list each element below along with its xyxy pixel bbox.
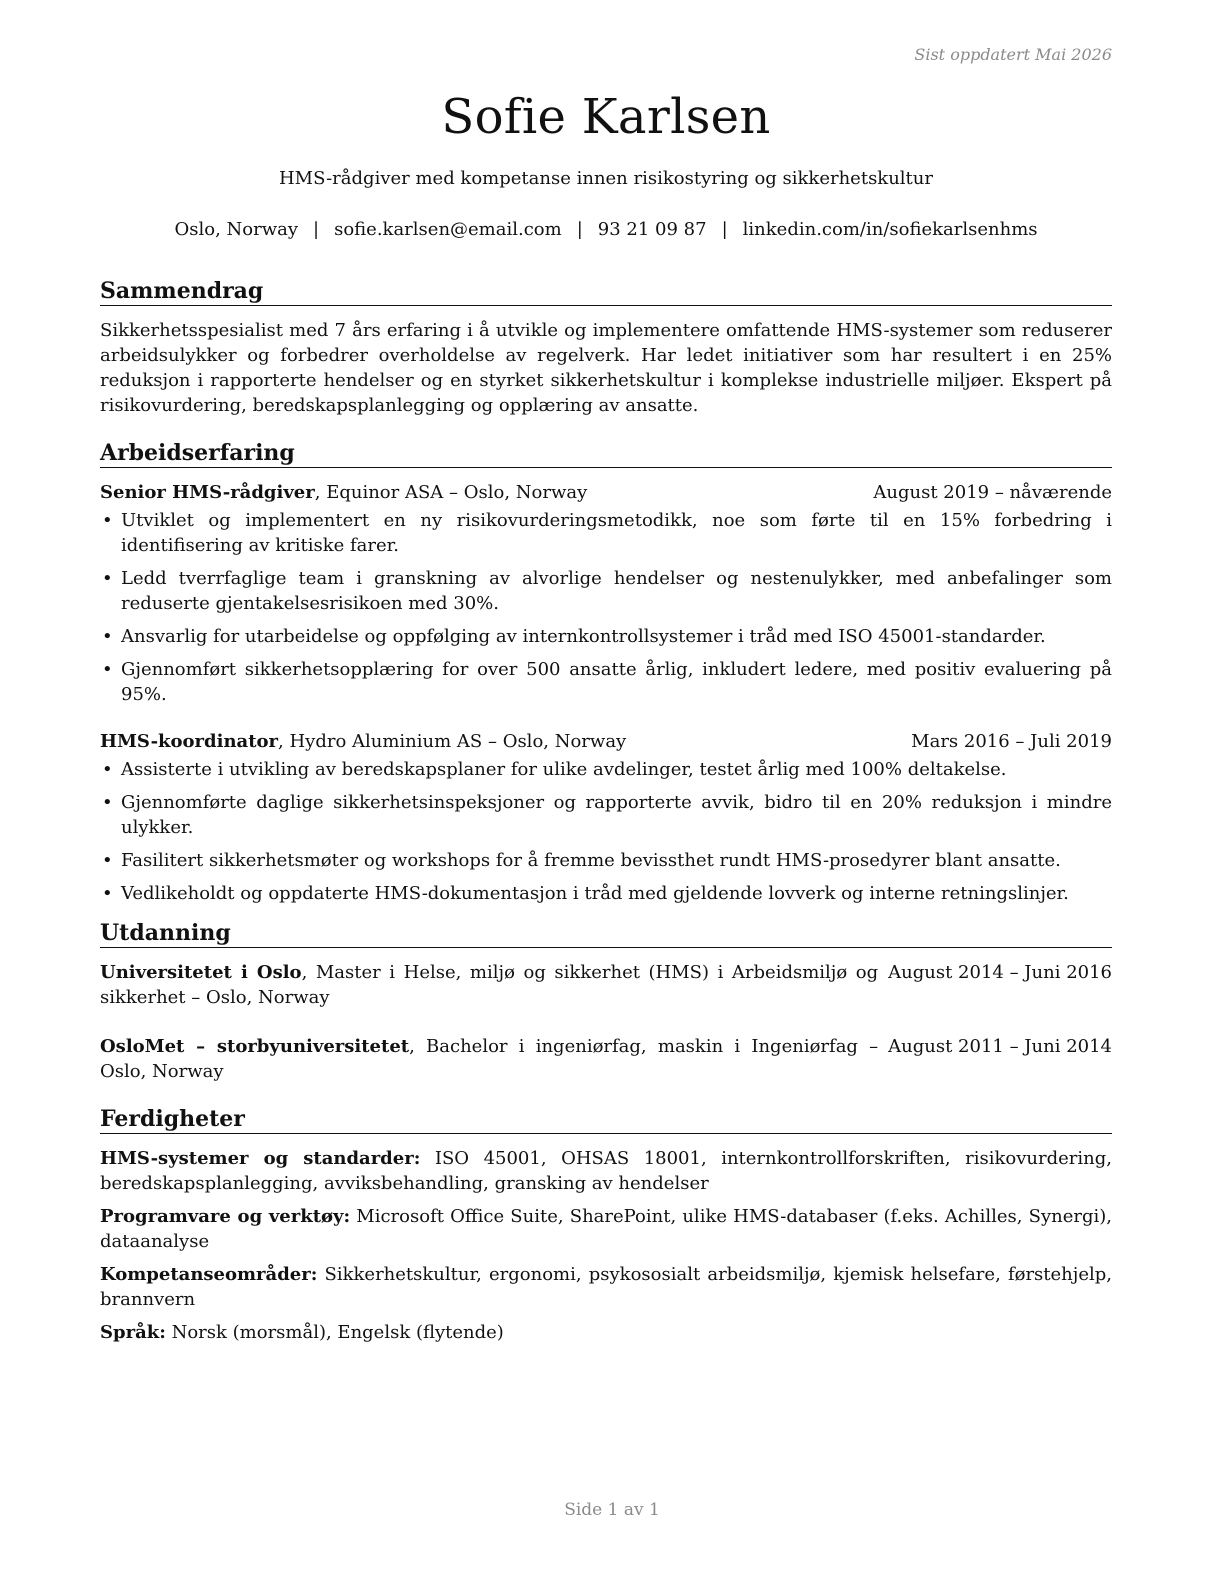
skill-line <box>100 1262 1112 1312</box>
separator: | <box>576 219 583 240</box>
last-updated: Sist oppdatert Mai 2026 <box>914 45 1112 64</box>
education-dates: August 2014 – Juni 2016 <box>888 962 1112 983</box>
bullet-item: • Vedlikeholdt og oppdaterte HMS-dokumentasjon i tråd med gjeldende lovverk og interne retningslinjer. <box>100 881 1112 906</box>
bullet-item: • Assisterte i utvikling av beredskapsplaner for ulike avdelinger, testet årlig med 100% deltakelse. <box>100 757 1112 782</box>
contact-email[interactable]: sofie.karlsen@email.com <box>334 219 562 240</box>
section-title-skills: Ferdigheter <box>100 1106 1112 1134</box>
skill-line <box>100 1320 1112 1345</box>
job-entry <box>100 480 1112 707</box>
job-dates: August 2019 – nåværende <box>873 482 1112 503</box>
skill-label: Programvare og verktøy: <box>100 1206 351 1227</box>
bullet-item: • Gjennomførte daglige sikkerhetsinspeksjoner og rapporterte avvik, bidro til en 20% reduksjon i mindre ulykker. <box>100 790 1112 840</box>
contact-line <box>100 219 1112 240</box>
job-dates: Mars 2016 – Juli 2019 <box>911 731 1112 752</box>
contact-location: Oslo, Norway <box>174 219 299 240</box>
job-role: Senior HMS-rådgiver <box>100 482 315 503</box>
contact-linkedin[interactable]: linkedin.com/in/sofiekarlsenhms <box>742 219 1038 240</box>
bullet-item: • Utviklet og implementert en ny risikovurderingsmetodikk, noe som førte til en 15% forbedring i identifisering av kritiske farer. <box>100 508 1112 558</box>
skill-line <box>100 1146 1112 1196</box>
candidate-name: Sofie Karlsen <box>441 89 771 145</box>
contact-phone: 93 21 09 87 <box>597 219 707 240</box>
education-school: Universitetet i Oslo <box>100 962 302 983</box>
bullet-item: • Ledd tverrfaglige team i granskning av alvorlige hendelser og nestenulykker, med anbefalinger som reduserte gjentakelsesrisikoen med 30%. <box>100 566 1112 616</box>
skill-text: ISO 45001, OHSAS 18001, internkontrollforskriften, risikovurdering, beredskapsplanlegging, avviksbehandling, gransking av hendelser <box>100 1148 1112 1194</box>
tagline: HMS-rådgiver med kompetanse innen risikostyring og sikkerhetskultur <box>278 168 933 189</box>
separator: | <box>721 219 728 240</box>
skill-label: Språk: <box>100 1322 166 1343</box>
bullet-item: • Gjennomført sikkerhetsopplæring for over 500 ansatte årlig, inkludert ledere, med positiv evaluering på 95%. <box>100 657 1112 707</box>
job-title-line <box>100 729 626 754</box>
education-detail: , Master i Helse, miljø og sikkerhet (HMS) i Arbeidsmiljø og sikkerhet – Oslo, Norway <box>100 962 879 1008</box>
job-company: , Hydro Aluminium AS – Oslo, Norway <box>278 731 627 752</box>
job-title-line <box>100 480 587 505</box>
job-header <box>100 729 1112 754</box>
education-text <box>100 1034 878 1084</box>
bullet-item: • Fasilitert sikkerhetsmøter og workshops for å fremme bevissthet rundt HMS-prosedyrer blant ansatte. <box>100 848 1112 873</box>
section-title-experience: Arbeidserfaring <box>100 440 1112 468</box>
job-role: HMS-koordinator <box>100 731 279 752</box>
skill-text: Microsoft Office Suite, SharePoint, ulike HMS-databaser (f.eks. Achilles, Synergi), dataanalyse <box>100 1206 1112 1252</box>
skill-line <box>100 1204 1112 1254</box>
job-bullets <box>100 508 1112 707</box>
skill-text: Norsk (morsmål), Engelsk (flytende) <box>165 1322 504 1343</box>
separator: | <box>313 219 320 240</box>
job-header <box>100 480 1112 505</box>
skill-text: Sikkerhetskultur, ergonomi, psykososialt arbeidsmiljø, kjemisk helsefare, førstehjelp, brannvern <box>100 1264 1112 1310</box>
bullet-item: • Ansvarlig for utarbeidelse og oppfølging av internkontrollsystemer i tråd med ISO 45001-standarder. <box>100 624 1112 649</box>
summary-section <box>100 278 1112 418</box>
education-dates: August 2011 – Juni 2014 <box>888 1036 1112 1057</box>
experience-section <box>100 440 1112 906</box>
skill-label: HMS-systemer og standarder: <box>100 1148 421 1169</box>
skill-label: Kompetanseområder: <box>100 1264 318 1285</box>
summary-text: Sikkerhetsspesialist med 7 års erfaring i å utvikle og implementere omfattende HMS-systemer som reduserer arbeidsulykker og forbedrer overholdelse av regelverk. Har ledet initiativer som har resultert i en 25% reduksjon i rapporterte hendelser og en styrket sikkerhetskultur i komplekse industrielle miljøer. Ekspert på risikovurdering, beredskapsplanlegging og opplæring av ansatte. <box>100 320 1112 416</box>
section-title-education: Utdanning <box>100 920 1112 948</box>
education-detail: , Bachelor i ingeniørfag, maskin i Ingeniørfag – Oslo, Norway <box>100 1036 879 1082</box>
page-number: Side 1 av 1 <box>564 1500 660 1520</box>
skills-section <box>100 1106 1112 1345</box>
section-title-summary: Sammendrag <box>100 278 1112 306</box>
education-entry <box>100 960 1112 1010</box>
job-bullets <box>100 757 1112 906</box>
education-text <box>100 960 878 1010</box>
education-entry <box>100 1034 1112 1084</box>
education-section <box>100 920 1112 1084</box>
education-school: OsloMet – storbyuniversitetet <box>100 1036 410 1057</box>
job-company: , Equinor ASA – Oslo, Norway <box>314 482 588 503</box>
job-entry <box>100 729 1112 906</box>
